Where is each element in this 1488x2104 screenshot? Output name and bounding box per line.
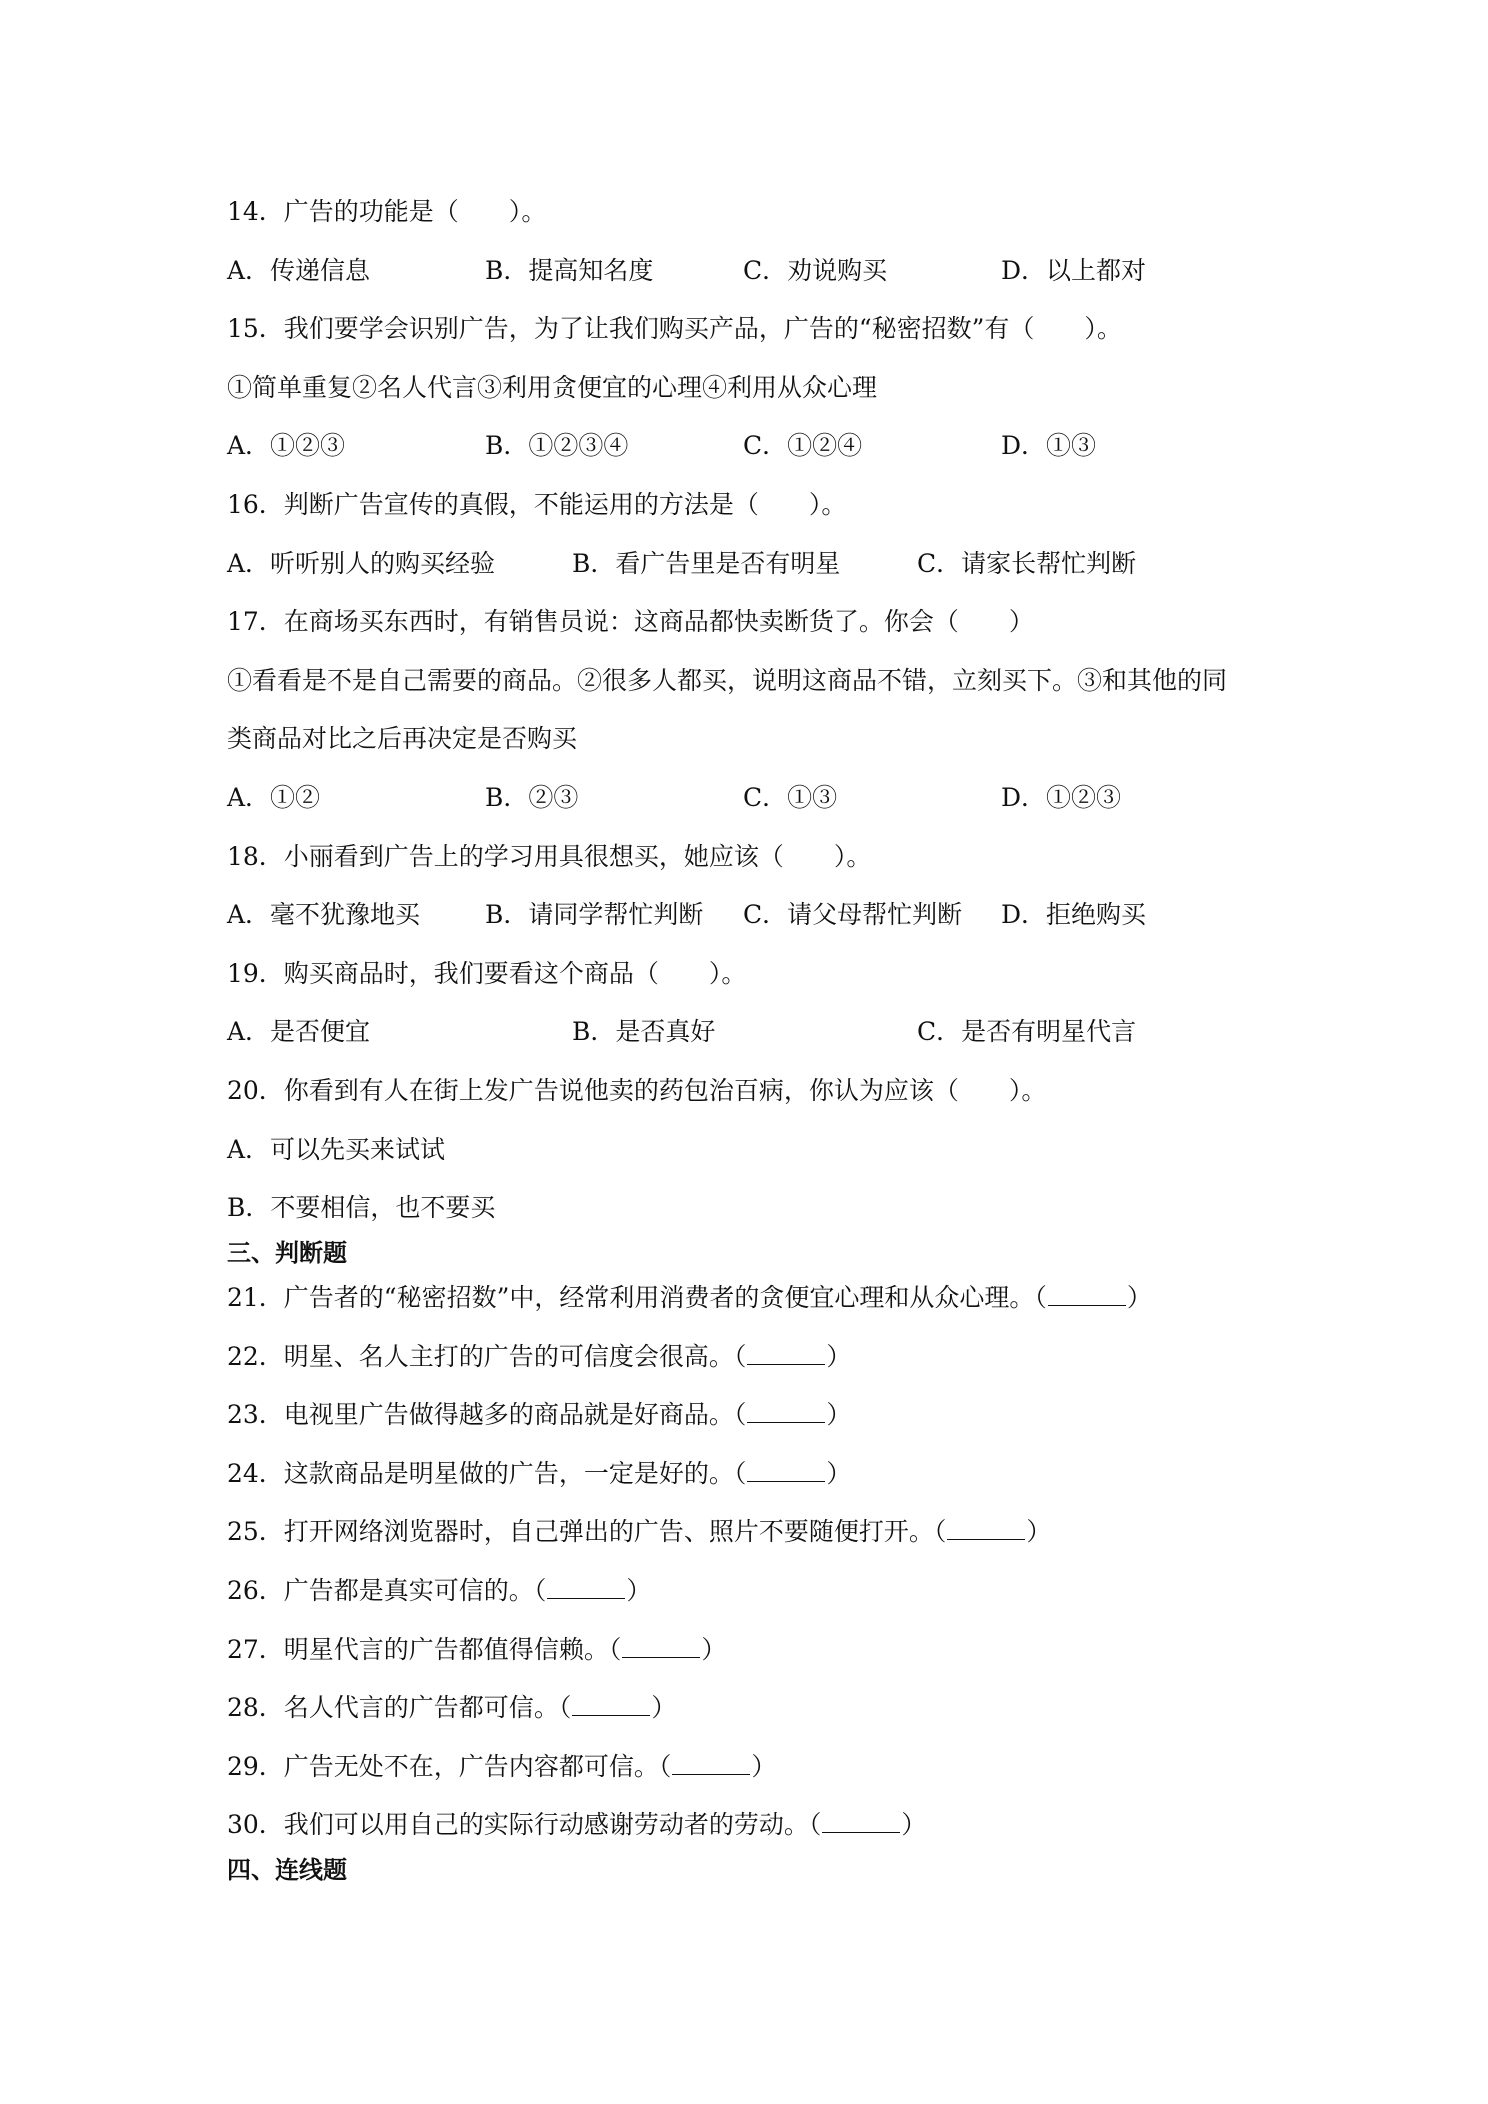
option-b[interactable]: B．①②③④ [485,431,629,461]
option-a[interactable]: A．听听别人的购买经验 [227,548,496,578]
option-a[interactable]: A．可以先买来试试 [227,1134,446,1164]
option-c[interactable]: C．请家长帮忙判断 [917,548,1137,578]
judge-item-28: 28．名人代言的广告都可信。（ ） [227,1693,677,1723]
option-b[interactable]: B．请同学帮忙判断 [485,900,704,930]
answer-blank[interactable] [572,1693,650,1716]
option-b[interactable]: B．②③ [485,782,579,812]
option-d[interactable]: D．①③ [1001,431,1097,461]
option-b[interactable]: B．是否真好 [572,1017,716,1047]
judge-item-22: 22．明星、名人主打的广告的可信度会很高。（ ） [227,1341,852,1371]
question-18-options [227,893,1287,952]
judge-item-29: 29．广告无处不在，广告内容都可信。（ ） [227,1751,777,1781]
option-a[interactable]: A．①②③ [227,431,346,461]
section-heading-matching: 四、连线题 [227,1856,347,1885]
option-d[interactable]: D．①②③ [1001,782,1122,812]
option-c[interactable]: C．劝说购买 [743,255,888,285]
question-15-options [227,424,1287,483]
option-a[interactable]: A．是否便宜 [227,1017,371,1047]
answer-blank[interactable] [947,1517,1025,1540]
option-c[interactable]: C．是否有明星代言 [917,1017,1137,1047]
answer-blank[interactable] [822,1810,900,1833]
judge-item-26: 26．广告都是真实可信的。（ ） [227,1576,652,1606]
answer-blank[interactable] [622,1635,700,1658]
judge-item-23: 23．电视里广告做得越多的商品就是好商品。（ ） [227,1400,852,1430]
question-17-note-1: ①看看是不是自己需要的商品。②很多人都买，说明这商品不错，立刻买下。③和其他的同 [227,665,1228,695]
question-14: 14．广告的功能是（ ）。 [227,197,547,226]
question-20: 20．你看到有人在街上发广告说他卖的药包治百病，你认为应该（ ）。 [227,1075,1047,1105]
exam-content [227,190,1287,1893]
option-a[interactable]: A．①② [227,782,321,812]
judge-item-25: 25．打开网络浏览器时，自己弹出的广告、照片不要随便打开。（ ） [227,1517,1052,1547]
question-17: 17．在商场买东西时，有销售员说：这商品都快卖断货了。你会（ ） [227,607,1034,637]
option-b[interactable]: B．不要相信，也不要买 [227,1193,496,1223]
answer-blank[interactable] [747,1400,825,1423]
option-d[interactable]: D．以上都对 [1001,255,1147,285]
question-16: 16．判断广告宣传的真假，不能运用的方法是（ ）。 [227,489,847,519]
answer-blank[interactable] [1048,1283,1126,1306]
question-19: 19．购买商品时，我们要看这个商品（ ）。 [227,958,747,988]
judge-item-24: 24．这款商品是明星做的广告，一定是好的。（ ） [227,1458,852,1488]
answer-blank[interactable] [672,1752,750,1775]
answer-blank[interactable] [547,1576,625,1599]
section-heading-judgement: 三、判断题 [227,1239,347,1268]
question-17-note-2: 类商品对比之后再决定是否购买 [227,724,578,754]
question-16-options [227,542,1287,601]
question-17-options [227,776,1287,835]
option-b[interactable]: B．提高知名度 [485,255,654,285]
option-c[interactable]: C．①③ [743,782,838,812]
answer-blank[interactable] [747,1342,825,1365]
answer-blank[interactable] [747,1459,825,1482]
option-d[interactable]: D．拒绝购买 [1001,900,1147,930]
judge-item-27: 27．明星代言的广告都值得信赖。（ ） [227,1634,727,1664]
option-c[interactable]: C．①②④ [743,431,863,461]
question-19-options [227,1010,1287,1069]
question-18: 18．小丽看到广告上的学习用具很想买，她应该（ ）。 [227,841,872,871]
judge-item-30: 30．我们可以用自己的实际行动感谢劳动者的劳动。（ ） [227,1810,927,1840]
judge-item-21: 21．广告者的“秘密招数”中，经常利用消费者的贪便宜心理和从众心理。（ ） [227,1283,1152,1313]
option-a[interactable]: A．毫不犹豫地买 [227,900,421,930]
question-15: 15．我们要学会识别广告，为了让我们购买产品，广告的“秘密招数”有（ ）。 [227,314,1122,344]
option-c[interactable]: C．请父母帮忙判断 [743,900,963,930]
option-a[interactable]: A．传递信息 [227,255,371,285]
question-15-note: ①简单重复②名人代言③利用贪便宜的心理④利用从众心理 [227,372,878,402]
question-14-options [227,249,1287,308]
option-b[interactable]: B．看广告里是否有明星 [572,548,841,578]
